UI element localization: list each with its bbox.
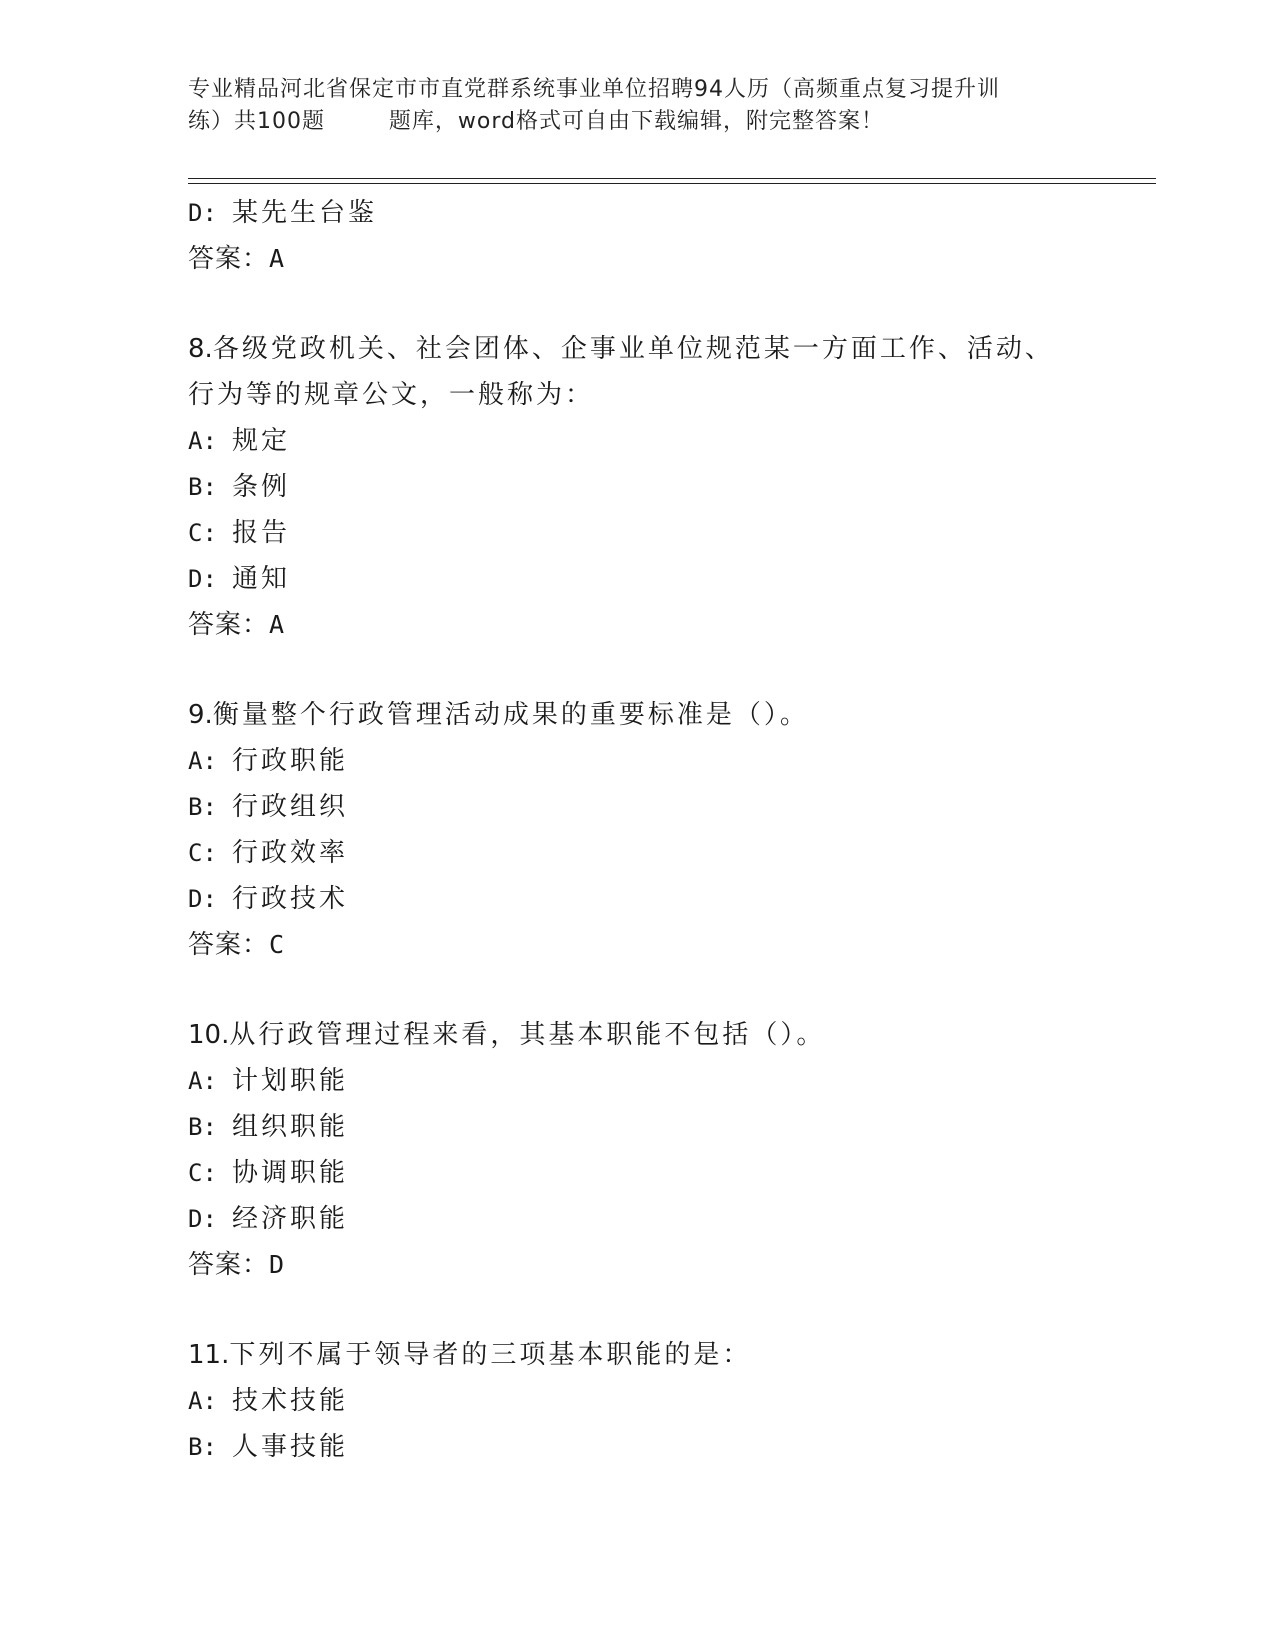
option-letter: D: [188,565,217,593]
option-text: 协调职能 [232,1158,349,1188]
option-a [188,418,1108,464]
question-text: 从行政管理过程来看，其基本职能不包括（）。 [229,1020,826,1050]
page-header [188,74,1088,138]
answer-value: A [269,610,285,639]
option-letter: D: [188,885,217,913]
option-letter: B: [188,793,217,821]
option-b [188,1424,1108,1470]
option-text: 计划职能 [232,1066,349,1096]
question-text-line [188,1332,1108,1378]
question-text: 下列不属于领导者的三项基本职能的是： [229,1340,752,1370]
question-10 [188,1012,1108,1288]
question-number: 8. [188,334,213,364]
question-text: 衡量整个行政管理活动成果的重要标准是（）。 [212,700,809,730]
answer-value: C [269,930,285,959]
header-title-line-1: 专业精品河北省保定市市直党群系统事业单位招聘94人历（高频重点复习提升训 [188,77,1000,102]
question-8 [188,326,1108,648]
answer-value: A [269,244,285,273]
option-text: 行政职能 [232,746,349,776]
option-d [188,556,1108,602]
question-11 [188,1332,1108,1470]
question-text: 各级党政机关、社会团体、企事业单位规范某一方面工作、活动、 [212,334,1054,364]
question-9 [188,692,1108,968]
header-divider-top [188,178,1156,179]
question-text-line [188,1012,1108,1058]
option-letter: A: [188,1067,217,1095]
option-text: 报告 [232,518,291,548]
answer-line [188,602,1108,648]
option-text: 条例 [232,472,291,502]
question-number: 10. [188,1020,230,1050]
answer-label: 答案： [188,1250,270,1280]
option-letter: A: [188,747,217,775]
option-text: 组织职能 [232,1112,349,1142]
answer-label: 答案： [188,930,270,960]
answer-value: D [269,1250,285,1279]
option-letter: B: [188,1433,217,1461]
question-text-line [188,326,1108,372]
option-d [188,1196,1108,1242]
option-text: 行政组织 [232,792,349,822]
header-title-line-2: 练）共100题 题库，word格式可自由下载编辑，附完整答案！ [188,109,885,134]
option-text: 某先生台鉴 [232,198,378,228]
question-gap [188,968,1108,1012]
answer-line [188,1242,1108,1288]
answer-label: 答案： [188,610,270,640]
option-c [188,830,1108,876]
option-text: 行政技术 [232,884,349,914]
option-letter: D: [188,199,217,227]
question-gap [188,1288,1108,1332]
option-letter: C: [188,519,217,547]
answer-line [188,236,1108,282]
option-c [188,1150,1108,1196]
option-a [188,1058,1108,1104]
option-b [188,464,1108,510]
option-b [188,784,1108,830]
option-letter: A: [188,427,217,455]
question-text-line [188,692,1108,738]
option-a [188,1378,1108,1424]
question-number: 11. [188,1340,230,1370]
previous-question-tail [188,190,1108,282]
option-d [188,190,1108,236]
option-c [188,510,1108,556]
header-divider-bottom [188,183,1156,184]
option-letter: B: [188,1113,217,1141]
answer-line [188,922,1108,968]
question-gap [188,282,1108,326]
option-text: 通知 [232,564,291,594]
option-text: 经济职能 [232,1204,349,1234]
question-gap [188,648,1108,692]
option-text: 人事技能 [232,1432,349,1462]
option-letter: C: [188,839,217,867]
option-text: 行政效率 [232,838,349,868]
option-d [188,876,1108,922]
option-text: 技术技能 [232,1386,349,1416]
question-number: 9. [188,700,213,730]
option-letter: B: [188,473,217,501]
option-b [188,1104,1108,1150]
option-text: 规定 [232,426,291,456]
question-text-line: 行为等的规章公文，一般称为： [188,380,595,410]
document-body [188,190,1108,1470]
option-letter: A: [188,1387,217,1415]
option-letter: D: [188,1205,217,1233]
option-letter: C: [188,1159,217,1187]
option-a [188,738,1108,784]
answer-label: 答案： [188,244,270,274]
